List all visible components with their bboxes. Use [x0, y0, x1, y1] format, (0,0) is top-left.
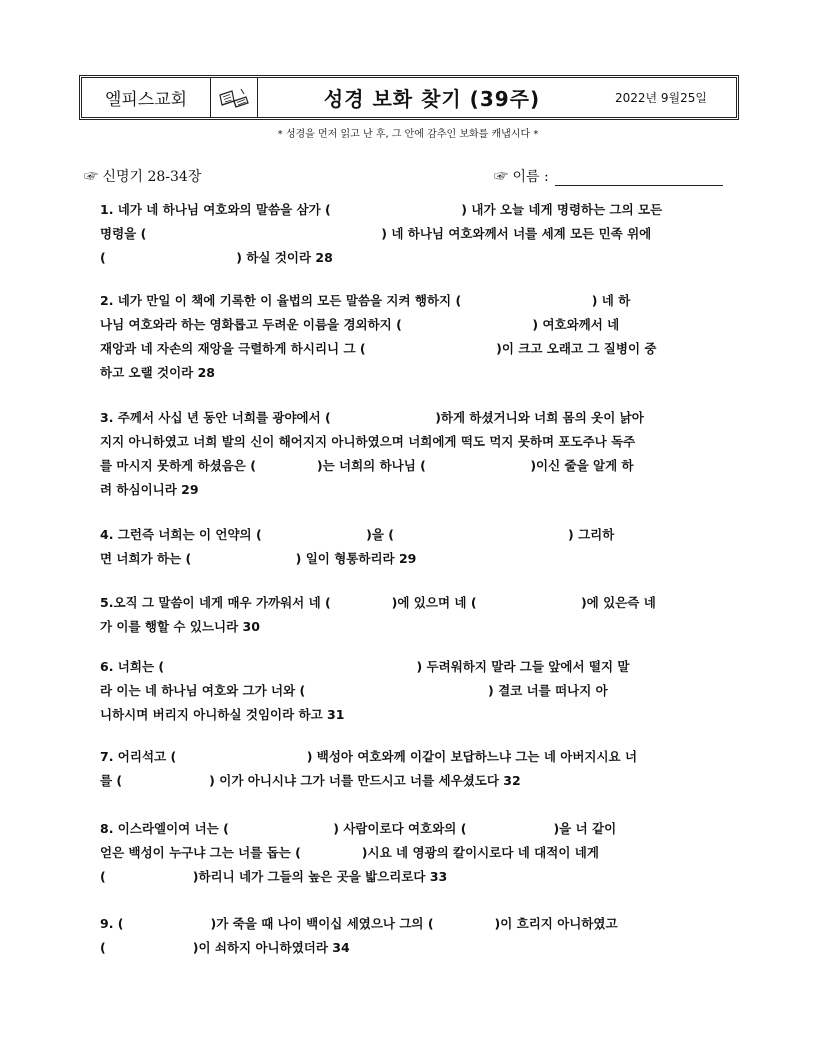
question-line: 를 마시지 못하게 하셨음은 ( )는 너희의 하나님 ( )이신 줄을 알게 하	[100, 458, 634, 473]
question-line: 명령을 ( ) 네 하나님 여호와께서 너를 세계 모든 민족 위에	[100, 226, 652, 241]
question-4	[100, 523, 724, 571]
question-line: 려 하심이니라 29	[100, 482, 199, 497]
question-1	[100, 198, 724, 270]
question-line: 4. 그런즉 너희는 이 언약의 ( )을 ( ) 그리하	[100, 527, 615, 542]
question-line: ( )이 쇠하지 아니하였더라 34	[100, 940, 350, 955]
question-line: 면 너희가 하는 ( ) 일이 형통하리라 29	[100, 551, 417, 566]
question-3	[100, 406, 724, 502]
question-6	[100, 655, 724, 727]
question-line: 재앙과 네 자손의 재앙을 극렬하게 하시리니 그 ( )이 크고 오래고 그 질병이 중	[100, 341, 657, 356]
question-line: 가 이를 행할 수 있느니라 30	[100, 619, 260, 634]
open-bible-icon	[211, 78, 258, 117]
question-line: ( )하리니 네가 그들의 높은 곳을 밟으리로다 33	[100, 869, 448, 884]
question-line: 라 이는 네 하나님 여호와 그가 너와 ( ) 결코 너를 떠나지 아	[100, 683, 608, 698]
question-line: 6. 너희는 ( ) 두려워하지 말라 그들 앞에서 떨지 말	[100, 659, 630, 674]
name-blank-line[interactable]	[555, 169, 723, 186]
worksheet-header	[79, 75, 739, 120]
question-line: 하고 오랠 것이라 28	[100, 365, 215, 380]
question-line: 나님 여호와라 하는 영화롭고 두려운 이름을 경외하지 ( ) 여호와께서 네	[100, 317, 620, 332]
question-line: 7. 어리석고 ( ) 백성아 여호와께 이같이 보답하느냐 그는 네 아버지시요 너	[100, 749, 638, 764]
instruction-subtitle: * 성경을 먼저 읽고 난 후, 그 안에 감추인 보화를 캐냅시다 *	[277, 129, 539, 140]
question-line: 8. 이스라엘이여 너는 ( ) 사람이로다 여호와의 ( )을 너 같이	[100, 821, 617, 836]
question-8	[100, 817, 724, 889]
name-field	[494, 166, 723, 186]
question-line: 2. 네가 만일 이 책에 기록한 이 율법의 모든 말씀을 지켜 행하지 ( ) 네 하	[100, 293, 631, 308]
question-line: 3. 주께서 사십 년 동안 너희를 광야에서 ( )하게 하셨거니와 너희 몸의 옷이 낡아	[100, 410, 644, 425]
question-9	[100, 912, 724, 960]
name-label: ☞ 이름 :	[494, 169, 549, 185]
open-bible-icon-svg	[217, 87, 251, 109]
church-name: 엘피스교회	[82, 78, 211, 117]
page-title: 성경 보화 찾기 (39주)	[323, 87, 541, 111]
question-line: 9. ( )가 죽을 때 나이 백이십 세였으나 그의 ( )이 흐리지 아니하였고	[100, 916, 618, 931]
question-line: 5.오직 그 말씀이 네게 매우 가까워서 네 ( )에 있으며 네 ( )에 있은즉 네	[100, 595, 656, 610]
question-line: 를 ( ) 이가 아니시냐 그가 너를 만드시고 너를 세우셨도다 32	[100, 773, 521, 788]
question-5	[100, 591, 724, 639]
book-range: ☞ 신명기 28-34장	[84, 169, 202, 185]
question-line: 얻은 백성이 누구냐 그는 너를 돕는 ( )시요 네 영광의 칼이시로다 네 대적이 네게	[100, 845, 599, 860]
question-line: ( ) 하실 것이라 28	[100, 250, 333, 265]
date-label: 2022년 9월25일	[614, 91, 708, 105]
question-7	[100, 745, 724, 793]
question-2	[100, 289, 724, 385]
question-line: 지지 아니하였고 너희 발의 신이 해어지지 아니하였으며 너희에게 떡도 먹지 못하며 포도주나 독주	[100, 434, 636, 449]
question-line: 1. 네가 네 하나님 여호와의 말씀을 삼가 ( ) 내가 오늘 네게 명령하는 그의 모든	[100, 202, 663, 217]
question-line: 니하시며 버리지 아니하실 것임이라 하고 31	[100, 707, 345, 722]
